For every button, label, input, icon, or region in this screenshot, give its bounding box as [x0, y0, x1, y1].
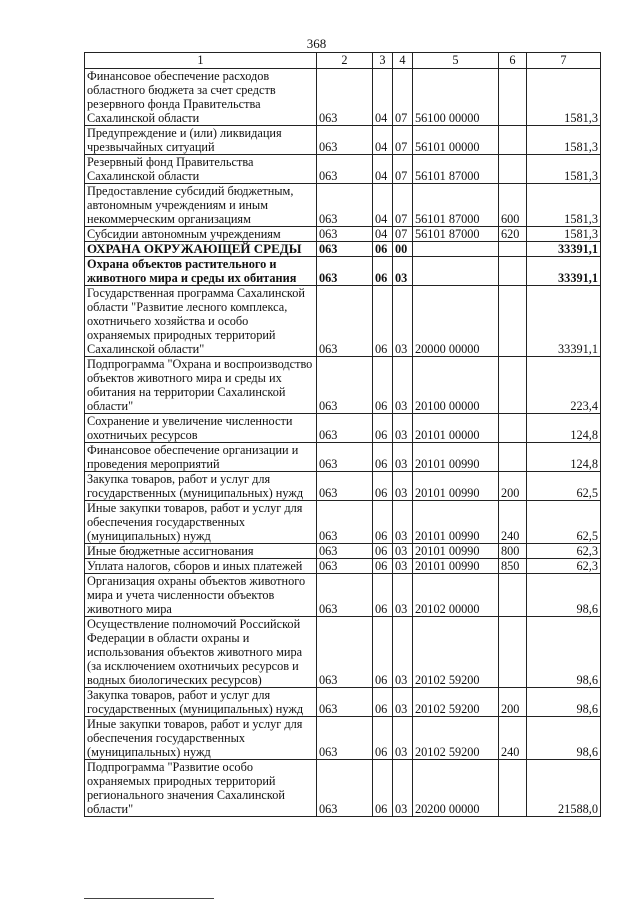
- row-name: Закупка товаров, работ и услуг для государственных (муниципальных) нужд: [85, 472, 317, 501]
- row-kgrbs: 063: [317, 414, 373, 443]
- row-name: Предоставление субсидий бюджетным, автономным учреждениям и иным некоммерческим организациям: [85, 184, 317, 227]
- table-row: [85, 472, 601, 501]
- row-expense-type: [499, 414, 527, 443]
- row-section: 06: [373, 760, 393, 817]
- table-row: [85, 574, 601, 617]
- row-name: Иные бюджетные ассигнования: [85, 544, 317, 559]
- row-amount: 21588,0: [527, 760, 601, 817]
- row-subsection: 03: [393, 574, 413, 617]
- row-section: 04: [373, 155, 393, 184]
- row-subsection: 03: [393, 414, 413, 443]
- row-amount: 1581,3: [527, 69, 601, 126]
- row-expense-type: [499, 155, 527, 184]
- table-row: [85, 617, 601, 688]
- row-amount: 98,6: [527, 717, 601, 760]
- row-target-article: 20101 00990: [413, 443, 499, 472]
- row-subsection: 03: [393, 559, 413, 574]
- row-section: 06: [373, 717, 393, 760]
- row-amount: 1581,3: [527, 126, 601, 155]
- row-section: 04: [373, 126, 393, 155]
- row-target-article: 56101 00000: [413, 126, 499, 155]
- table-row: [85, 69, 601, 126]
- row-amount: 98,6: [527, 617, 601, 688]
- row-section: 06: [373, 472, 393, 501]
- row-expense-type: 620: [499, 227, 527, 242]
- row-expense-type: [499, 357, 527, 414]
- header-col-2: 2: [317, 53, 373, 69]
- row-target-article: [413, 257, 499, 286]
- row-name: Охрана объектов растительного и животного мира и среды их обитания: [85, 257, 317, 286]
- row-expense-type: [499, 257, 527, 286]
- table-row: [85, 414, 601, 443]
- row-expense-type: [499, 286, 527, 357]
- header-col-1: 1: [85, 53, 317, 69]
- row-expense-type: 200: [499, 472, 527, 501]
- row-target-article: 56101 87000: [413, 227, 499, 242]
- row-section: 06: [373, 242, 393, 257]
- row-subsection: 03: [393, 472, 413, 501]
- table-row: [85, 242, 601, 257]
- header-col-7: 7: [527, 53, 601, 69]
- row-target-article: 20102 59200: [413, 688, 499, 717]
- row-section: 06: [373, 286, 393, 357]
- row-amount: 62,3: [527, 544, 601, 559]
- row-amount: 1581,3: [527, 184, 601, 227]
- row-expense-type: 240: [499, 501, 527, 544]
- row-kgrbs: 063: [317, 544, 373, 559]
- row-expense-type: 850: [499, 559, 527, 574]
- row-amount: 33391,1: [527, 286, 601, 357]
- row-amount: 124,8: [527, 443, 601, 472]
- row-subsection: 03: [393, 688, 413, 717]
- row-subsection: 03: [393, 443, 413, 472]
- row-name: Закупка товаров, работ и услуг для государственных (муниципальных) нужд: [85, 688, 317, 717]
- row-name: Подпрограмма "Развитие особо охраняемых природных территорий регионального значения Сахалинской области": [85, 760, 317, 817]
- row-target-article: [413, 242, 499, 257]
- row-target-article: 20101 00990: [413, 544, 499, 559]
- header-col-5: 5: [413, 53, 499, 69]
- row-target-article: 56101 87000: [413, 184, 499, 227]
- row-expense-type: 200: [499, 688, 527, 717]
- row-amount: 62,5: [527, 472, 601, 501]
- row-kgrbs: 063: [317, 717, 373, 760]
- row-expense-type: [499, 443, 527, 472]
- row-kgrbs: 063: [317, 357, 373, 414]
- header-row: [85, 53, 601, 69]
- row-kgrbs: 063: [317, 472, 373, 501]
- row-subsection: 03: [393, 544, 413, 559]
- row-expense-type: [499, 242, 527, 257]
- row-target-article: 20101 00000: [413, 414, 499, 443]
- row-target-article: 20000 00000: [413, 286, 499, 357]
- row-name: Предупреждение и (или) ликвидация чрезвычайных ситуаций: [85, 126, 317, 155]
- row-target-article: 20200 00000: [413, 760, 499, 817]
- row-kgrbs: 063: [317, 242, 373, 257]
- row-subsection: 07: [393, 155, 413, 184]
- row-expense-type: [499, 69, 527, 126]
- row-kgrbs: 063: [317, 760, 373, 817]
- budget-table: [84, 52, 601, 817]
- row-kgrbs: 063: [317, 257, 373, 286]
- row-kgrbs: 063: [317, 617, 373, 688]
- row-subsection: 03: [393, 257, 413, 286]
- row-subsection: 07: [393, 126, 413, 155]
- row-kgrbs: 063: [317, 574, 373, 617]
- row-subsection: 07: [393, 227, 413, 242]
- row-amount: 62,3: [527, 559, 601, 574]
- row-name: Иные закупки товаров, работ и услуг для обеспечения государственных (муниципальных) нужд: [85, 501, 317, 544]
- row-target-article: 20101 00990: [413, 501, 499, 544]
- row-section: 04: [373, 69, 393, 126]
- row-target-article: 20102 59200: [413, 617, 499, 688]
- row-amount: 124,8: [527, 414, 601, 443]
- row-name: Государственная программа Сахалинской области "Развитие лесного комплекса, охотничьего хозяйства и особо охраняемых природных территорий Сахалинской области": [85, 286, 317, 357]
- row-amount: 62,5: [527, 501, 601, 544]
- row-subsection: 07: [393, 184, 413, 227]
- table-row: [85, 559, 601, 574]
- row-name: Резервный фонд Правительства Сахалинской области: [85, 155, 317, 184]
- header-col-4: 4: [393, 53, 413, 69]
- row-name: Субсидии автономным учреждениям: [85, 227, 317, 242]
- row-name: Сохранение и увеличение численности охотничьих ресурсов: [85, 414, 317, 443]
- table-row: [85, 286, 601, 357]
- row-expense-type: 600: [499, 184, 527, 227]
- row-expense-type: [499, 126, 527, 155]
- table-row: [85, 717, 601, 760]
- header-col-6: 6: [499, 53, 527, 69]
- row-target-article: 20100 00000: [413, 357, 499, 414]
- row-section: 06: [373, 617, 393, 688]
- row-name: Уплата налогов, сборов и иных платежей: [85, 559, 317, 574]
- row-subsection: 03: [393, 617, 413, 688]
- row-section: 06: [373, 574, 393, 617]
- row-expense-type: [499, 760, 527, 817]
- table-row: [85, 544, 601, 559]
- row-name: Финансовое обеспечение расходов областного бюджета за счет средств резервного фонда Правительства Сахалинской области: [85, 69, 317, 126]
- table-row: [85, 357, 601, 414]
- table-row: [85, 126, 601, 155]
- row-kgrbs: 063: [317, 688, 373, 717]
- row-kgrbs: 063: [317, 184, 373, 227]
- table-row: [85, 184, 601, 227]
- table-row: [85, 760, 601, 817]
- row-name: Иные закупки товаров, работ и услуг для обеспечения государственных (муниципальных) нужд: [85, 717, 317, 760]
- row-subsection: 00: [393, 242, 413, 257]
- row-subsection: 07: [393, 69, 413, 126]
- row-section: 06: [373, 443, 393, 472]
- row-kgrbs: 063: [317, 286, 373, 357]
- row-section: 06: [373, 544, 393, 559]
- row-target-article: 56100 00000: [413, 69, 499, 126]
- footnote-rule: [84, 898, 214, 899]
- row-kgrbs: 063: [317, 69, 373, 126]
- row-amount: 98,6: [527, 688, 601, 717]
- row-name: Подпрограмма "Охрана и воспроизводство объектов животного мира и среды их обитания на территории Сахалинской области": [85, 357, 317, 414]
- row-name: Организация охраны объектов животного мира и учета численности объектов животного мира: [85, 574, 317, 617]
- row-section: 06: [373, 501, 393, 544]
- row-name: ОХРАНА ОКРУЖАЮЩЕЙ СРЕДЫ: [85, 242, 317, 257]
- row-amount: 1581,3: [527, 227, 601, 242]
- table-row: [85, 443, 601, 472]
- row-kgrbs: 063: [317, 501, 373, 544]
- row-section: 06: [373, 688, 393, 717]
- row-section: 06: [373, 357, 393, 414]
- row-target-article: 56101 87000: [413, 155, 499, 184]
- row-subsection: 03: [393, 717, 413, 760]
- row-kgrbs: 063: [317, 559, 373, 574]
- table-row: [85, 501, 601, 544]
- row-expense-type: 800: [499, 544, 527, 559]
- row-amount: 1581,3: [527, 155, 601, 184]
- row-target-article: 20102 59200: [413, 717, 499, 760]
- row-subsection: 03: [393, 501, 413, 544]
- table-body: [85, 69, 601, 817]
- row-subsection: 03: [393, 357, 413, 414]
- row-kgrbs: 063: [317, 126, 373, 155]
- row-amount: 98,6: [527, 574, 601, 617]
- table-row: [85, 688, 601, 717]
- row-amount: 33391,1: [527, 257, 601, 286]
- row-expense-type: 240: [499, 717, 527, 760]
- row-target-article: 20102 00000: [413, 574, 499, 617]
- row-name: Финансовое обеспечение организации и проведения мероприятий: [85, 443, 317, 472]
- table-row: [85, 227, 601, 242]
- row-section: 06: [373, 414, 393, 443]
- row-subsection: 03: [393, 760, 413, 817]
- row-target-article: 20101 00990: [413, 559, 499, 574]
- table-row: [85, 155, 601, 184]
- row-section: 06: [373, 559, 393, 574]
- row-expense-type: [499, 574, 527, 617]
- row-section: 06: [373, 257, 393, 286]
- row-amount: 223,4: [527, 357, 601, 414]
- row-expense-type: [499, 617, 527, 688]
- row-kgrbs: 063: [317, 443, 373, 472]
- page-number: 368: [306, 36, 327, 51]
- row-section: 04: [373, 184, 393, 227]
- row-kgrbs: 063: [317, 227, 373, 242]
- row-kgrbs: 063: [317, 155, 373, 184]
- row-subsection: 03: [393, 286, 413, 357]
- row-name: Осуществление полномочий Российской Федерации в области охраны и использования объектов животного мира (за исключением охотничьих ресурсов и водных биологических ресурсов): [85, 617, 317, 688]
- header-col-3: 3: [373, 53, 393, 69]
- row-target-article: 20101 00990: [413, 472, 499, 501]
- row-amount: 33391,1: [527, 242, 601, 257]
- table-row: [85, 257, 601, 286]
- row-section: 04: [373, 227, 393, 242]
